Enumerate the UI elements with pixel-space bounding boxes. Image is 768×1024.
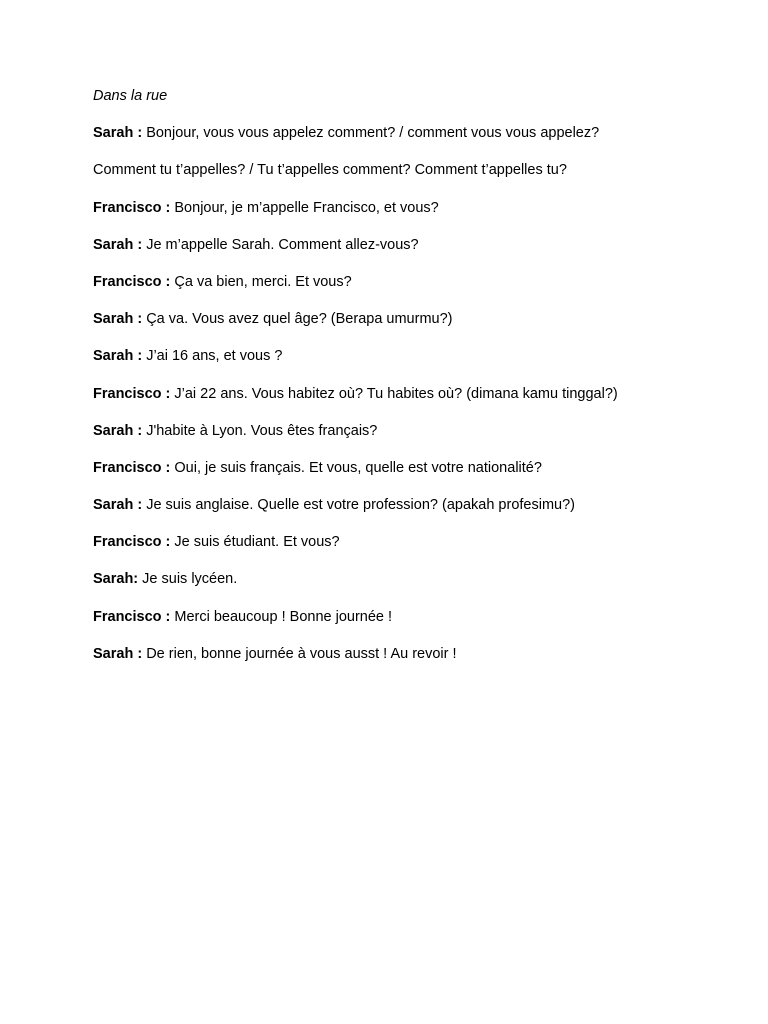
dialogue-line [93,607,713,627]
dialogue-text: Oui, je suis français. Et vous, quelle est votre nationalité? [170,459,542,476]
dialogue-line [93,495,713,515]
dialogue-line [93,644,713,664]
dialogue-line [93,160,713,180]
dialogue-text: Bonjour, je m’appelle Francisco, et vous? [170,199,439,216]
dialogue-line [93,384,713,404]
speaker-name: Sarah : [93,236,143,253]
dialogue-text: Ça va bien, merci. Et vous? [170,273,352,290]
dialogue-text: Je suis anglaise. Quelle est votre profession? (apakah profesimu?) [142,497,575,514]
speaker-name: Sarah : [93,125,143,142]
speaker-name: Sarah : [93,422,143,439]
speaker-name: Francisco : [93,199,171,216]
dialogue-line [93,532,713,552]
dialogue-line [93,198,713,218]
dialogue-line [93,421,713,441]
dialogue-line [93,346,713,366]
dialogue-text: J'habite à Lyon. Vous êtes français? [142,422,378,439]
dialogue-text: Comment tu t’appelles? / Tu t’appelles comment? Comment t’appelles tu? [93,162,567,179]
speaker-name: Sarah : [93,348,143,365]
dialogue-text: Merci beaucoup ! Bonne journée ! [170,608,393,625]
dialogue-line [93,569,713,589]
speaker-name: Sarah : [93,645,143,662]
dialogue-text: Je suis lycéen. [138,571,238,588]
speaker-name: Francisco : [93,459,171,476]
document-page [93,86,713,681]
dialogue-line [93,458,713,478]
speaker-name: Francisco : [93,608,171,625]
dialogue-text: J’ai 16 ans, et vous ? [142,348,283,365]
dialogue-text: Je suis étudiant. Et vous? [170,534,340,551]
dialogue-line [93,309,713,329]
speaker-name: Sarah: [93,571,139,588]
dialogue-text: Ça va. Vous avez quel âge? (Berapa umurmu?) [142,311,453,328]
document-title: Dans la rue [93,88,168,104]
dialogue-line [93,235,713,255]
speaker-name: Sarah : [93,497,143,514]
speaker-name: Francisco : [93,273,171,290]
dialogue-text: De rien, bonne journée à vous ausst ! Au revoir ! [142,645,457,662]
speaker-name: Francisco : [93,534,171,551]
dialogue-line [93,272,713,292]
dialogue-line [93,123,713,143]
dialogue-text: J’ai 22 ans. Vous habitez où? Tu habites où? (dimana kamu tinggal?) [170,385,618,402]
dialogue-text: Bonjour, vous vous appelez comment? / comment vous vous appelez? [142,125,600,142]
dialogue-text: Je m’appelle Sarah. Comment allez-vous? [142,236,419,253]
speaker-name: Francisco : [93,385,171,402]
speaker-name: Sarah : [93,311,143,328]
